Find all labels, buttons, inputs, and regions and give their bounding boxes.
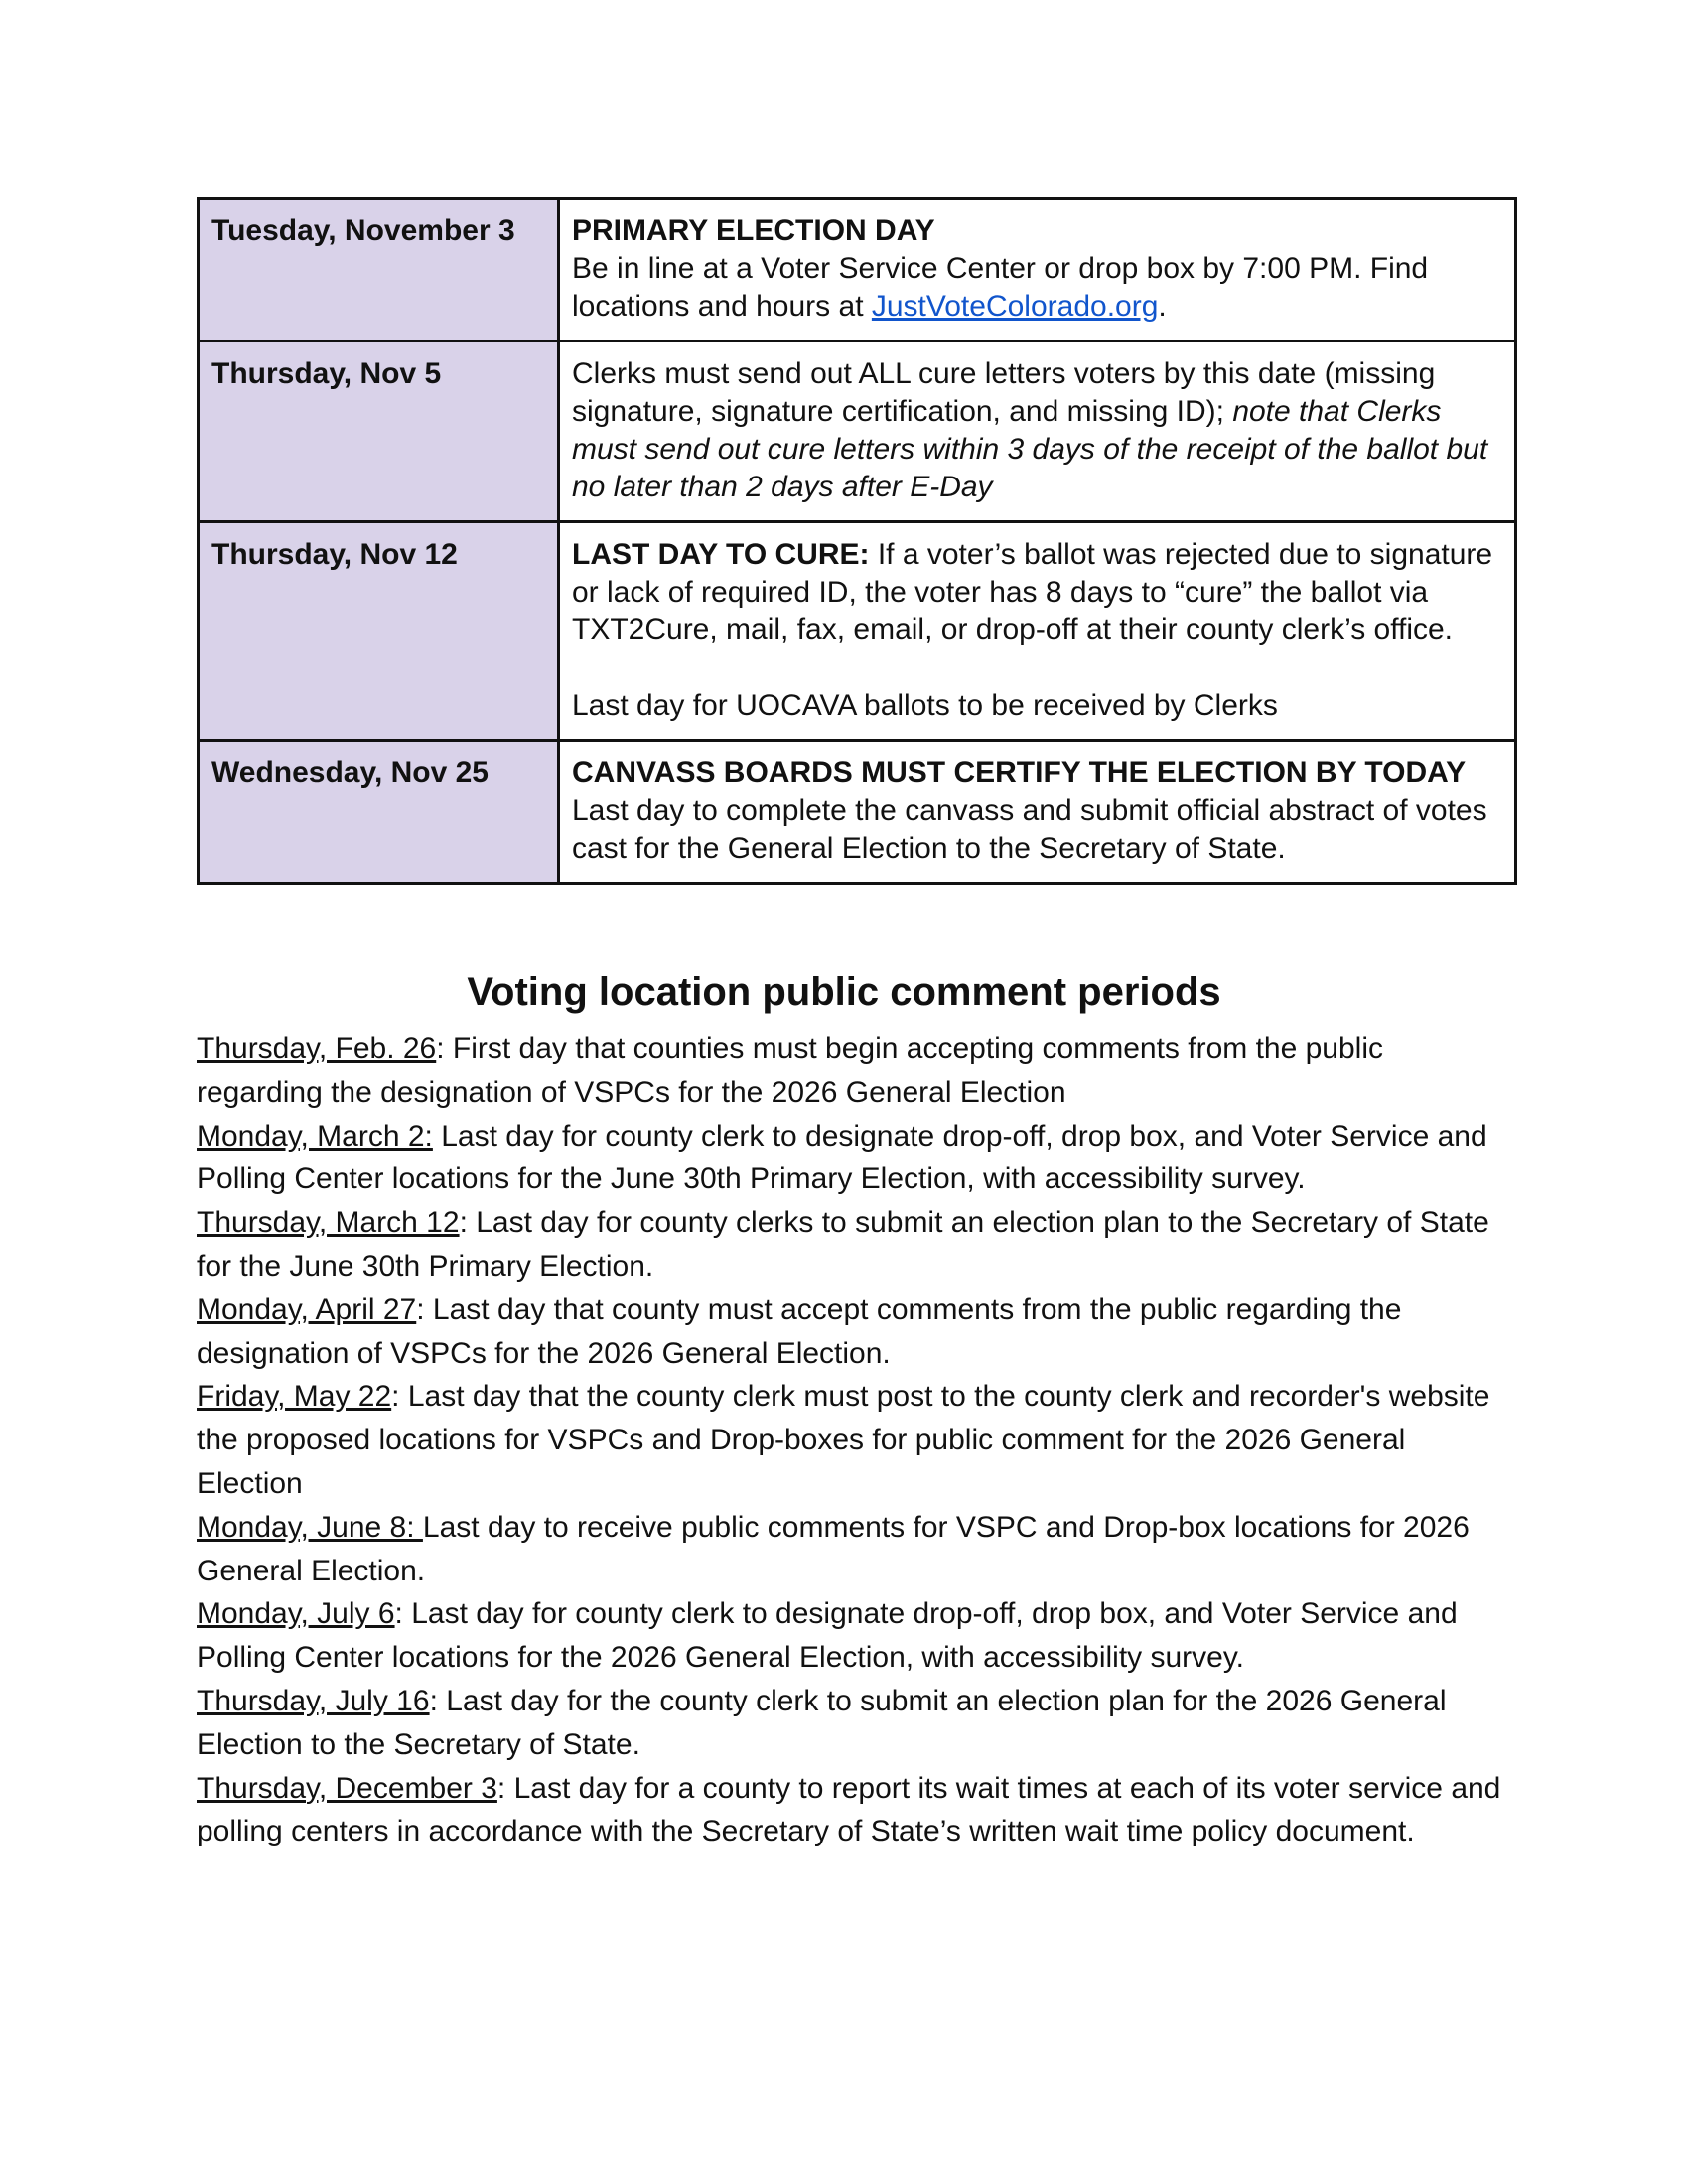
row-text-before-link: Be in line at a Voter Service Center or drop box by 7:00 PM. Find locations and hours at xyxy=(572,252,1429,323)
row-text: If a voter’s ballot was rejected due to signature or lack of required ID, the voter has 8 days to “cure” the ballot via TXT2Cure, mail, fax, email, or drop-off at their county clerk’s office. xyxy=(572,538,1493,646)
period-text: : Last day that county must accept comments from the public regarding the designation of VSPCs for the 2026 General Election. xyxy=(197,1293,1402,1370)
period-text: : Last day for county clerks to submit an election plan to the Secretary of State for the June 30th Primary Election. xyxy=(197,1206,1489,1283)
period-date: Monday, April 27 xyxy=(197,1293,417,1326)
period-date: Thursday, Feb. 26 xyxy=(197,1032,437,1065)
period-date: Thursday, March 12 xyxy=(197,1206,460,1240)
period-date: Thursday, July 16 xyxy=(197,1684,430,1717)
row-text-after-link: . xyxy=(1158,290,1167,323)
period-text: Last day to receive public comments for VSPC and Drop-box locations for 2026 General Election. xyxy=(197,1510,1470,1587)
period-text: : Last day that the county clerk must post to the county clerk and recorder's website the proposed locations for VSPCs and Drop-boxes for public comment for the 2026 General Election xyxy=(197,1380,1490,1500)
date-cell: Thursday, Nov 5 xyxy=(199,341,559,522)
date-cell: Wednesday, Nov 25 xyxy=(199,741,559,884)
list-item xyxy=(197,1027,1517,1115)
row-text: Clerks must send out ALL cure letters voters by this date (missing signature, signature certification, and missing ID); xyxy=(572,357,1436,428)
paragraph-gap xyxy=(572,649,1502,687)
row-italic-note: note that Clerks must send out cure letters within 3 days of the receipt of the ballot but no later than 2 days after E-Day xyxy=(572,395,1488,503)
row-heading: LAST DAY TO CURE: xyxy=(572,538,870,571)
section-title: Voting location public comment periods xyxy=(467,970,1221,1014)
list-item xyxy=(197,1592,1517,1680)
row-heading: CANVASS BOARDS MUST CERTIFY THE ELECTION BY TODAY xyxy=(572,756,1467,789)
table-row xyxy=(199,199,1516,341)
list-item xyxy=(197,1115,1517,1202)
period-date: Monday, July 6 xyxy=(197,1597,395,1631)
period-date: Thursday, December 3 xyxy=(197,1771,497,1805)
row-text-2: Last day for UOCAVA ballots to be received by Clerks xyxy=(572,689,1278,722)
justvotecolorado-link[interactable]: JustVoteColorado.org xyxy=(871,290,1159,323)
date-cell: Tuesday, November 3 xyxy=(199,199,559,341)
period-text: : Last day for county clerk to designate drop-off, drop box, and Voter Service and Polling Center locations for the 2026 General Election, with accessibility survey. xyxy=(197,1597,1458,1675)
list-item xyxy=(197,1375,1517,1505)
public-comment-periods-list xyxy=(197,1027,1517,1853)
list-item xyxy=(197,1680,1517,1767)
row-text-block xyxy=(572,536,1502,649)
period-text: Last day for county clerk to designate drop-off, drop box, and Voter Service and Polling Center locations for the June 30th Primary Election, with accessibility survey. xyxy=(197,1119,1487,1196)
period-text: : First day that counties must begin accepting comments from the public regarding the designation of VSPCs for the 2026 General Election xyxy=(197,1032,1384,1109)
table-row xyxy=(199,741,1516,884)
table-row xyxy=(199,522,1516,741)
row-text: Last day to complete the canvass and submit official abstract of votes cast for the General Election to the Secretary of State. xyxy=(572,794,1487,865)
list-item xyxy=(197,1767,1517,1854)
period-date: Friday, May 22 xyxy=(197,1380,392,1414)
table-row xyxy=(199,341,1516,522)
list-item xyxy=(197,1289,1517,1376)
row-text xyxy=(572,250,1502,326)
list-item xyxy=(197,1506,1517,1593)
detail-cell xyxy=(559,741,1516,884)
period-text: : Last day for a county to report its wait times at each of its voter service and polling centers in accordance with the Secretary of State’s written wait time policy document. xyxy=(197,1771,1501,1848)
row-heading: PRIMARY ELECTION DAY xyxy=(572,214,935,247)
election-schedule-table xyxy=(197,197,1517,885)
detail-cell xyxy=(559,341,1516,522)
list-item xyxy=(197,1201,1517,1289)
detail-cell xyxy=(559,199,1516,341)
period-date: Monday, March 2: xyxy=(197,1119,433,1153)
period-text: : Last day for the county clerk to submit an election plan for the 2026 General Election to the Secretary of State. xyxy=(197,1684,1447,1761)
date-cell: Thursday, Nov 12 xyxy=(199,522,559,741)
period-date: Monday, June 8: xyxy=(197,1510,423,1544)
detail-cell xyxy=(559,522,1516,741)
